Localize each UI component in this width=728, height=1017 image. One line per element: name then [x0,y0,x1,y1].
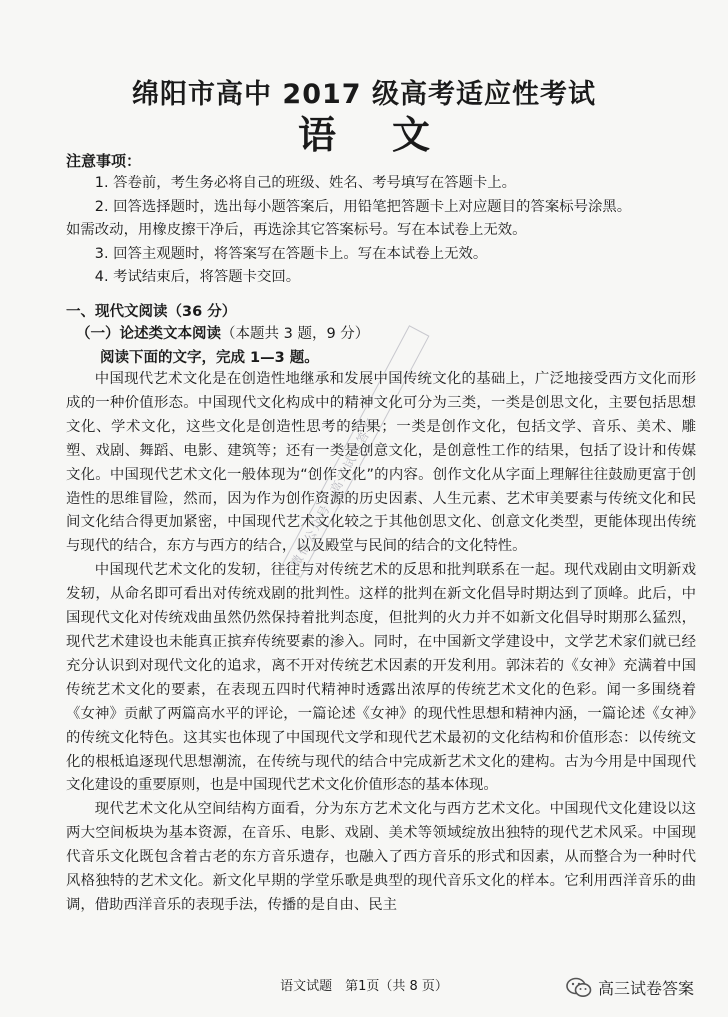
badge-label: 高三试卷答案 [598,979,695,998]
subsection-title: （一）论述类文本阅读 [76,326,221,342]
subsection-heading [76,322,369,343]
passage-paragraph: 中国现代艺术文化是在创造性地继承和发展中国传统文化的基础上，广泛地接受西方文化而形成的一种价值形态。中国现代文化构成中的精神文化可分为三类，一类是创思文化，主要包括思想文化、学术文化，这些文化是创造性思考的结果；一类是创作文化，包括文学、音乐、美术、雕塑、戏剧、舞蹈、电影、建筑等；还有一类是创意文化，是创意性工作的结果，包括了设计和传媒文化。中国现代艺术文化一般体现为“创作文化”的内容。创作文化从字面上理解往往鼓励更富于创造性的思维冒险，然而，因为作为创作资源的历史因素、人生元素、艺术审美要素与传统文化和民间文化结合得更加紧密，中国现代艺术文化较之于其他创思文化、创意文化类型，更能体现出传统与现代的结合，东方与西方的结合，以及殿堂与民间的结合的文化特性。 [66,371,696,555]
subsection-note: （本题共 3 题，9 分） [221,326,370,342]
passage-paragraph: 中国现代艺术文化的发轫，往往与对传统艺术的反思和批判联系在一起。现代戏剧由文明新戏发轫，从命名即可看出对传统戏剧的批判性。这样的批判在新文化倡导时期达到了顶峰。此后，中国现代文化对传统戏曲虽然仍然保持着批判态度，但批判的火力并不如新文化倡导时期那么猛烈，现代艺术建设也未能真正摈弃传统要素的渗入。同时，在中国新文学建设中，文学艺术家们就已经充分认识到对现代文化的追求，离不开对传统艺术因素的开发利用。郭沫若的《女神》充满着中国传统艺术文化的要素，在表现五四时代精神时透露出浓厚的传统艺术文化的色彩。闻一多围绕着《女神》贡献了两篇高水平的评论，一篇论述《女神》的现代性思想和精神内涵，一篇论述《女神》的传统文化特色。这其实也体现了中国现代文学和现代艺术最初的文化结构和价值形态：以传统文化的根柢追逐现代思想潮流，在传统与现代的结合中完成新艺术文化的建构。古为今用是中国现代文化建设的重要原则，也是中国现代艺术文化价值形态的基本体现。 [66,562,696,794]
page-footer: 语文试题 第1页（共 8 页） [280,979,448,994]
notice-item-4: 4. 考试结束后，将答题卡交回。 [94,269,301,286]
notice-item-1: 1. 答卷前，考生务必将自己的班级、姓名、考号填写在答题卡上。 [94,175,517,191]
notice-item-2-continued: 如需改动，用橡皮擦干净后，再选涂其它答案标号。写在本试卷上无效。 [66,222,527,239]
watermark-text: 微信公众号：高三试卷答案 [281,325,430,578]
subject-title: 语文 [297,113,486,157]
reading-passage [66,368,696,918]
passage-paragraph: 现代艺术文化从空间结构方面看，分为东方艺术文化与西方艺术文化。中国现代文化建设以这两大空间板块为基本资源，在音乐、电影、戏剧、美术等领域绽放出独特的现代艺术风采。中国现代音乐文化既包含着古老的东方音乐遗存，也融入了西方音乐的形式和因素，从而整合为一种时代风格独特的艺术文化。新文化早期的学堂乐歌是典型的现代音乐文化的样本。它利用西洋音乐的曲调，借助西洋音乐的表现手法，传播的是自由、民主 [66,801,696,913]
section-heading: 一、现代文阅读（36 分） [66,304,237,320]
account-badge [566,976,694,999]
exam-title: 绵阳市高中 2017 级高考适应性考试 [132,79,596,110]
notice-heading: 注意事项： [66,152,142,170]
wechat-icon [566,977,592,999]
notice-item-3: 3. 回答主观题时，将答案写在答题卡上。写在本试卷上无效。 [94,245,488,262]
notice-list [66,172,696,290]
notice-item-2: 2. 回答选择题时，选出每小题答案后，用铅笔把答题卡上对应题目的答案标号涂黑。 [94,198,632,215]
reading-instruction: 阅读下面的文字，完成 1—3 题。 [100,350,319,366]
